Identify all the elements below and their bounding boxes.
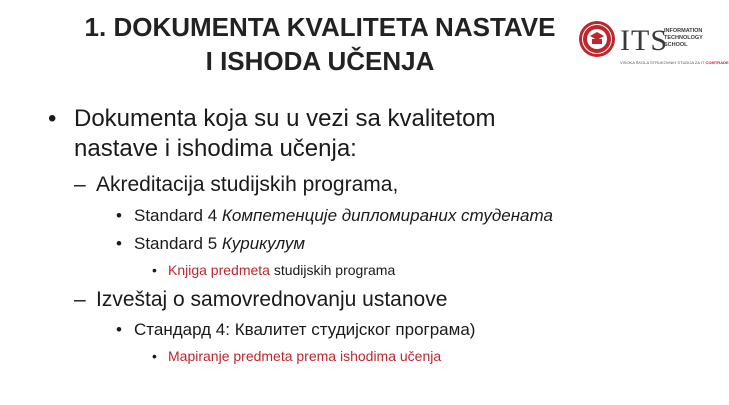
bullet-standard-5: [116, 233, 305, 255]
bullet-main: [48, 104, 496, 164]
standard-4-prefix: Standard 4: [134, 206, 222, 225]
course-book-highlight: Knjiga predmeta: [168, 262, 270, 278]
bullet-self-evaluation: [74, 287, 447, 313]
logo-tagline-2: TECHNOLOGY: [664, 35, 703, 41]
bullet-dot: •: [152, 262, 157, 278]
standard-4-title: Компетенције дипломираних студената: [221, 206, 553, 225]
bullet-accreditation-text: Akreditacija studijskih programa,: [96, 173, 399, 196]
bullet-dot: •: [152, 348, 157, 364]
bullet-standard-4-cyr: [116, 319, 475, 341]
bullet-main-line-2: nastave i ishodima učenja:: [74, 135, 357, 162]
logo-sub-text: VISOKA ŠKOLA STRUKOVNIH STUDIJA ZA IT: [620, 60, 705, 65]
bullet-course-book: [152, 261, 395, 279]
seal-icon: [578, 20, 616, 58]
partner-logo: COMTRADE: [705, 60, 729, 65]
logo-subtext: [620, 60, 729, 65]
bullet-dot: •: [116, 234, 122, 253]
bullet-dot: •: [116, 320, 122, 339]
logo-tagline-1: INFORMATION: [664, 28, 703, 34]
bullet-standard-4: [116, 205, 553, 227]
bullet-self-evaluation-text: Izveštaj o samovrednovanju ustanove: [96, 288, 448, 311]
bullet-dot: •: [116, 206, 122, 225]
bullet-main-line-1: Dokumenta koja su u vezi sa kvalitetom: [74, 105, 496, 132]
bullet-mapping: [152, 347, 441, 365]
bullet-dash: –: [74, 173, 86, 196]
course-book-rest: studijskih programa: [269, 262, 396, 278]
logo-tagline-3: SCHOOL: [664, 42, 688, 48]
bullet-dash: –: [74, 288, 86, 311]
standard-5-prefix: Standard 5: [134, 234, 222, 253]
logo-tagline: [664, 28, 703, 49]
mapping-text: Mapiranje predmeta prema ishodima učenja: [168, 348, 442, 364]
slide-title-line-2: I ISHODA UČENJA: [205, 46, 435, 76]
slide-title: [60, 10, 580, 78]
slide-title-line-1: 1. DOKUMENTA KVALITETA NASTAVE: [84, 12, 556, 42]
standard-5-title: Курикулум: [221, 234, 306, 253]
standard-4-cyr-text: Стандард 4: Квалитет студијског програма): [134, 320, 476, 339]
its-logo: [578, 18, 729, 74]
its-wordmark: ITS: [620, 24, 668, 57]
bullet-dot: •: [48, 105, 57, 132]
bullet-accreditation: [74, 172, 398, 198]
